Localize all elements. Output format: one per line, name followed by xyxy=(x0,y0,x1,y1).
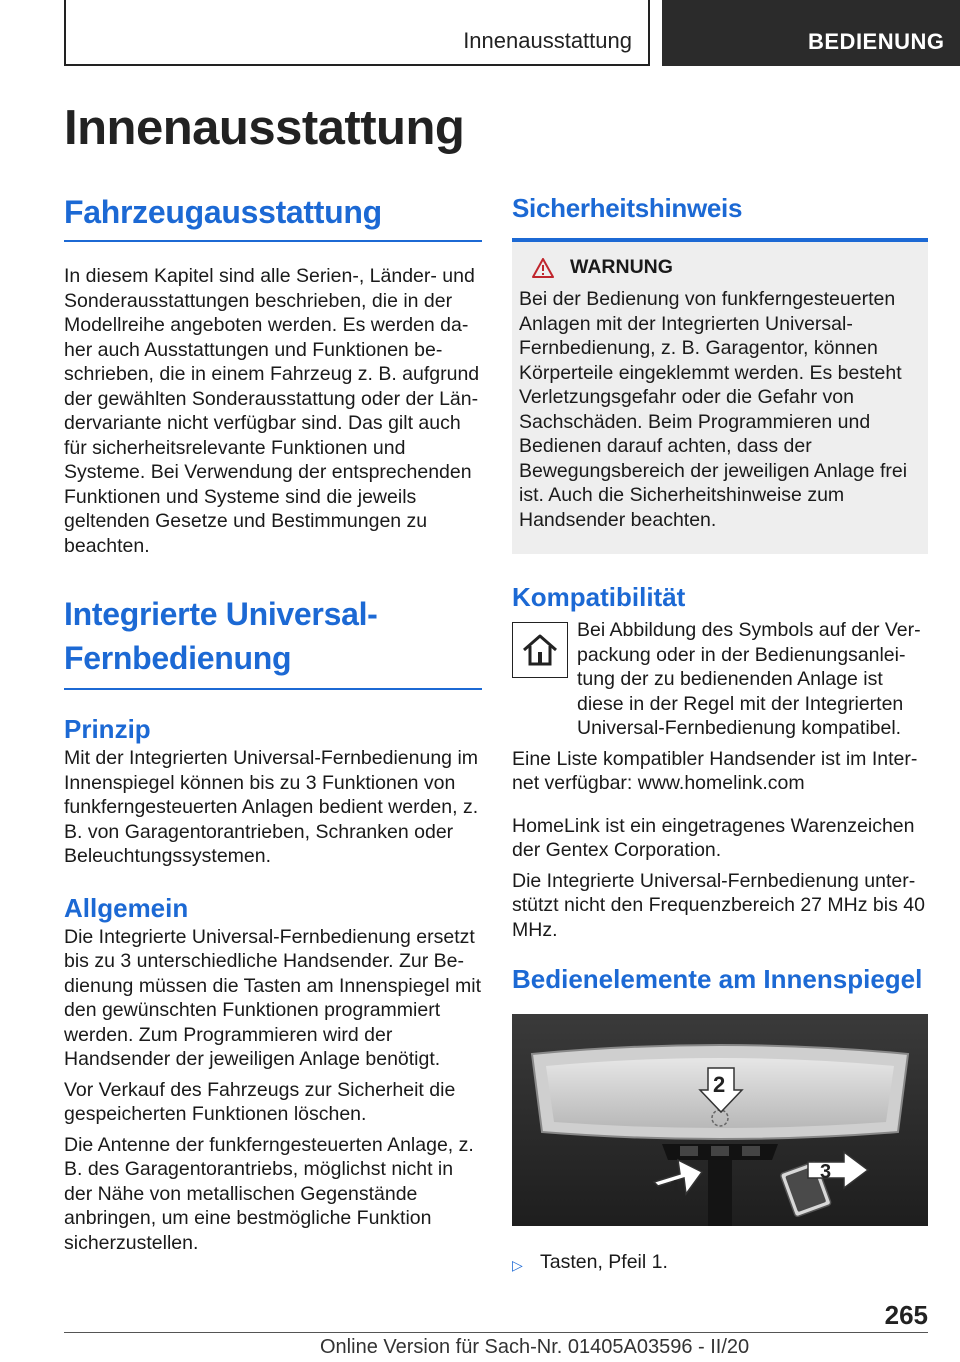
paragraph-kompat-3: HomeLink ist ein eingetragenes Warenzeichen der Gentex Corporation. xyxy=(512,814,915,861)
header-tab-bedienung[interactable]: BEDIENUNG xyxy=(662,0,960,66)
warning-label: WARNUNG xyxy=(570,256,673,278)
warning-title xyxy=(519,256,920,279)
heading-integrierte-fernbedienung: Integrierte Universal-Fernbedienung xyxy=(64,596,378,676)
header-frame xyxy=(64,0,650,66)
paragraph-prinzip: Mit der Integrierten Universal-Fernbedienung im Innenspiegel können bis zu 3 Funktionen von funkferngesteuerten Anlagen bedient werden, z. B. von Garagentorantrieben, Schranken oder Beleuchtungssystemen. xyxy=(64,747,479,867)
heading-prinzip: Prinzip xyxy=(64,714,151,744)
paragraph-kompat-1: Bei Abbildung des Symbols auf der Verpackung oder in der Bedienungsanleitung der zu bedienenden Anlage ist diese in der Regel mit der Integrierten Universal-Fernbedienung kompatibel. xyxy=(577,619,921,739)
paragraph-allgemein-1: Die Integrierte Universal-Fernbedienung ersetzt bis zu 3 unterschiedliche Handsender. Zur Bedienung müssen die Tasten am Innenspiegel mit den gewünschten Funktionen programmiert werden. Zum Programmieren wird der Handsender der jeweiligen Anlage benötigt. xyxy=(64,925,481,1070)
left-column xyxy=(64,190,482,1255)
page-number: 265 xyxy=(884,1300,928,1330)
right-column xyxy=(512,190,928,1277)
mirror-illustration xyxy=(512,1014,928,1226)
callout-3: 3 xyxy=(820,1161,832,1183)
warning-triangle-icon xyxy=(532,258,554,278)
callout-1: 1 xyxy=(670,1177,682,1199)
callout-2: 2 xyxy=(713,1072,726,1097)
heading-kompatibilitaet: Kompatibilität xyxy=(512,582,686,612)
heading-fahrzeugausstattung: Fahrzeugausstattung xyxy=(64,190,482,242)
footer-online-version: Online Version für Sach-Nr. 01405A03596 - II/20 xyxy=(320,1336,750,1358)
homelink-house-icon xyxy=(512,622,568,678)
paragraph-allgemein-2: Vor Verkauf des Fahrzeugs zur Sicherheit die gespeicherten Funktionen löschen. xyxy=(64,1078,456,1125)
heading-bedienelemente: Bedienelemente am Innenspiegel xyxy=(512,964,923,994)
bullet-triangle-icon: ▷ xyxy=(512,1257,523,1273)
page-title: Innenausstattung xyxy=(64,101,465,155)
paragraph-fahrzeugausstattung: In diesem Kapitel sind alle Serien-, Länder- und Sonderausstattungen beschrieben, die in der Modellreihe angeboten werden. Es werden daher auch Ausstattungen und Funktionen beschrieben, die in einem Fahrzeug z. B. aufgrund der gewählten Sonderausstattung oder der Ländervariante nicht verfügbar sind. Das gilt auch für sicherheitsrelevante Funktionen und Systeme. Bei Verwendung der entsprechenden Funktionen und Systeme sind die jeweils geltenden Gesetze und Bestimmungen zu beachten. xyxy=(64,265,480,557)
warning-box xyxy=(512,242,928,554)
heading-sicherheitshinweis: Sicherheitshinweis xyxy=(512,190,928,242)
paragraph-kompat-lead xyxy=(577,618,928,741)
heading-allgemein: Allgemein xyxy=(64,892,189,923)
bullet-text: Tasten, Pfeil 1. xyxy=(540,1251,668,1273)
paragraph-allgemein-3: Die Antenne der funkferngesteuerten Anlage, z. B. des Garagentorantriebs, möglichst nicht in der Nähe von metallischen Gegenstände anbringen, um eine bestmögliche Funktion sicherzustellen. xyxy=(64,1133,474,1254)
paragraph-kompat-2: Eine Liste kompatibler Handsender ist im Internet verfügbar: www.homelink.com xyxy=(512,747,918,794)
compat-block xyxy=(512,618,928,741)
warning-text: Bei der Bedienung von funkferngesteuerten Anlagen mit der Integrierten Universal-Fernbedienung, z. B. Garagentor, können Körperteile eingeklemmt werden. Es besteht Verletzungsgefahr oder die Gefahr von Sachschäden. Beim Programmieren und Bedienen darauf achten, dass der Bewegungsbereich der jeweiligen Anlage frei ist. Auch die Sicherheitshinweise zum Handsender beachten. xyxy=(519,288,908,531)
list-item xyxy=(512,1250,928,1277)
paragraph-kompat-4: Die Integrierte Universal-Fernbedienung unterstützt nicht den Frequenzbereich 27 MHz bis 40 MHz. xyxy=(512,869,925,941)
footer-rule xyxy=(64,1332,928,1333)
header-section-title: Innenausstattung xyxy=(463,28,632,53)
